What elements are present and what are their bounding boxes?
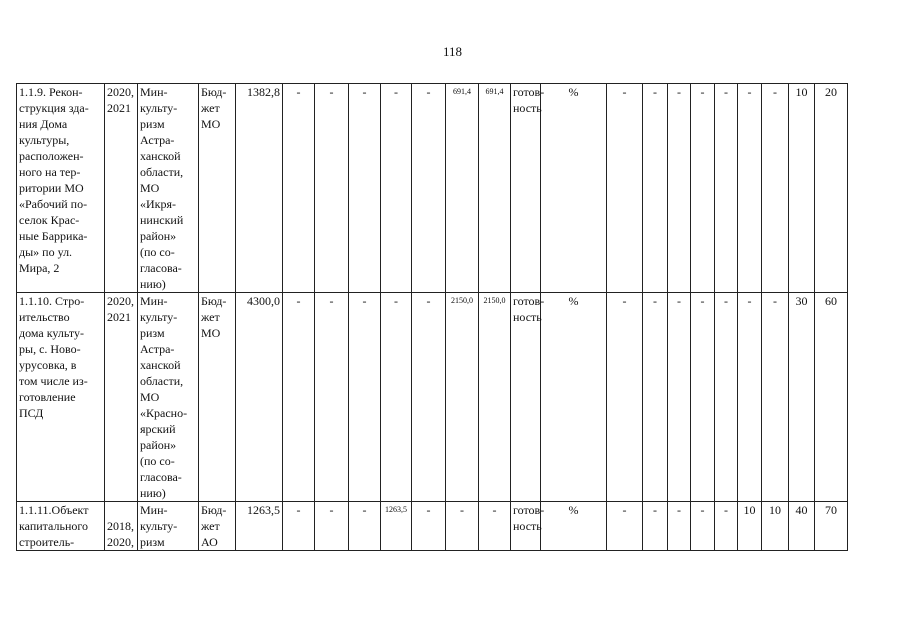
target-value-cell: - (643, 502, 668, 551)
activity-name-cell (17, 84, 105, 293)
activity-name-cell-line: селок Крас- (19, 213, 80, 227)
indicator-cell-line: готов- (513, 294, 545, 308)
table-row (17, 293, 873, 502)
activity-name-cell-line: «Рабочий по- (19, 197, 88, 211)
target-value-cell: - (715, 502, 738, 551)
target-value-cell: 30 (789, 293, 815, 502)
target-value-cell: - (691, 293, 715, 502)
funding-source-cell-line: МО (201, 117, 221, 131)
term-years-cell (105, 293, 138, 502)
year-amount-cell: 1263,5 (381, 502, 412, 551)
year-amount-cell: 691,4 (446, 84, 479, 293)
executor-cell-line: район» (140, 438, 177, 452)
year-amount-cell: 691,4 (479, 84, 511, 293)
activity-name-cell-line: расположен- (19, 149, 84, 163)
target-value-cell: - (668, 293, 691, 502)
indicator-cell (511, 293, 545, 502)
indicator-cell-line: готов- (513, 503, 545, 517)
total-amount-cell: 4300,0 (236, 293, 283, 502)
unit-cell: % (541, 293, 607, 502)
executor-cell-line: МО (140, 390, 160, 404)
target-value-cell: - (643, 84, 668, 293)
target-value-cell: - (762, 84, 789, 293)
table-row (17, 84, 873, 293)
executor-cell-line: ханской (140, 149, 181, 163)
target-value-cell: 70 (815, 502, 848, 551)
executor-cell-line: области, (140, 165, 184, 179)
term-years-cell (105, 84, 138, 293)
activity-name-cell-line: 1.1.11.Объект (19, 503, 89, 517)
funding-source-cell-line: жет (201, 101, 220, 115)
year-amount-cell: - (283, 502, 315, 551)
total-amount-cell: 1382,8 (236, 84, 283, 293)
activity-name-cell-line: ПСД (19, 406, 44, 420)
funding-source-cell-line: жет (201, 310, 220, 324)
indicator-cell (511, 84, 545, 293)
term-years-cell-line: 2020, (107, 85, 134, 99)
executor-cell-line: ярский (140, 422, 176, 436)
indicator-cell-line: ность (513, 101, 542, 115)
activity-name-cell (17, 293, 105, 502)
term-years-cell-line: 2020, (107, 535, 134, 549)
program-table (16, 83, 873, 551)
activity-name-cell-line: урусовка, в (19, 358, 77, 372)
term-years-cell-line: 2018, (107, 519, 134, 533)
executor-cell-line: МО (140, 181, 160, 195)
executor-cell-line: гласова- (140, 261, 182, 275)
executor-cell (138, 293, 199, 502)
year-amount-cell: - (412, 293, 446, 502)
total-amount-cell: 1263,5 (236, 502, 283, 551)
year-amount-cell: 2150,0 (446, 293, 479, 502)
activity-name-cell-line: ды» по ул. (19, 245, 73, 259)
year-amount-cell: - (315, 84, 349, 293)
target-value-cell: - (738, 293, 762, 502)
executor-cell-line: нию) (140, 486, 166, 500)
target-value-cell: - (691, 84, 715, 293)
executor-cell-line: нию) (140, 277, 166, 291)
executor-cell-line: «Икря- (140, 197, 177, 211)
executor-cell-line: нинский (140, 213, 184, 227)
year-amount-cell: - (412, 84, 446, 293)
executor-cell-line: Астра- (140, 342, 175, 356)
year-amount-cell: 2150,0 (479, 293, 511, 502)
funding-source-cell-line: Бюд- (201, 85, 227, 99)
activity-name-cell-line: дома культу- (19, 326, 84, 340)
target-value-cell: - (607, 84, 643, 293)
activity-name-cell-line: 1.1.9. Рекон- (19, 85, 83, 99)
unit-cell: % (541, 502, 607, 551)
term-years-cell-line: 2021 (107, 101, 131, 115)
target-value-cell: 20 (815, 84, 848, 293)
activity-name-cell-line: ритории МО (19, 181, 84, 195)
activity-name-cell-line: струкция зда- (19, 101, 89, 115)
indicator-cell-line: ность (513, 519, 542, 533)
activity-name-cell-line: ительство (19, 310, 70, 324)
term-years-cell-line: 2021 (107, 310, 131, 324)
term-years-cell (105, 502, 138, 551)
target-value-cell: - (643, 293, 668, 502)
executor-cell-line: ханской (140, 358, 181, 372)
funding-source-cell (199, 293, 236, 502)
year-amount-cell: - (381, 84, 412, 293)
executor-cell-line: культу- (140, 310, 178, 324)
table-row (17, 502, 873, 551)
year-amount-cell: - (446, 502, 479, 551)
activity-name-cell-line: том числе из- (19, 374, 88, 388)
executor-cell-line: Мин- (140, 294, 168, 308)
year-amount-cell: - (412, 502, 446, 551)
year-amount-cell: - (381, 293, 412, 502)
executor-cell-line: культу- (140, 101, 178, 115)
target-value-cell: 10 (738, 502, 762, 551)
activity-name-cell-line: 1.1.10. Стро- (19, 294, 85, 308)
executor-cell-line: Мин- (140, 85, 168, 99)
year-amount-cell: - (349, 84, 381, 293)
activity-name-cell-line: готовление (19, 390, 76, 404)
target-value-cell: - (691, 502, 715, 551)
funding-source-cell (199, 84, 236, 293)
executor-cell-line: ризм (140, 117, 165, 131)
executor-cell-line: (по со- (140, 454, 175, 468)
target-value-cell: 60 (815, 293, 848, 502)
funding-source-cell-line: АО (201, 535, 218, 549)
funding-source-cell-line: МО (201, 326, 221, 340)
executor-cell-line: области, (140, 374, 184, 388)
indicator-cell-line: готов- (513, 85, 545, 99)
executor-cell-line: (по со- (140, 245, 175, 259)
executor-cell-line: Мин- (140, 503, 168, 517)
funding-source-cell-line: жет (201, 519, 220, 533)
activity-name-cell-line: ры, с. Ново- (19, 342, 81, 356)
executor-cell-line: ризм (140, 326, 165, 340)
activity-name-cell-line: Мира, 2 (19, 261, 60, 275)
funding-source-cell (199, 502, 236, 551)
executor-cell-line: ризм (140, 535, 165, 549)
target-value-cell: - (668, 502, 691, 551)
activity-name-cell-line: капитального (19, 519, 88, 533)
target-value-cell: - (738, 84, 762, 293)
executor-cell-line: «Красно- (140, 406, 188, 420)
target-value-cell: - (607, 293, 643, 502)
year-amount-cell: - (283, 293, 315, 502)
indicator-cell (511, 502, 545, 551)
target-value-cell: - (607, 502, 643, 551)
funding-source-cell-line: Бюд- (201, 503, 227, 517)
executor-cell (138, 84, 199, 293)
year-amount-cell: - (349, 293, 381, 502)
year-amount-cell: - (315, 293, 349, 502)
year-amount-cell: - (479, 502, 511, 551)
funding-source-cell-line: Бюд- (201, 294, 227, 308)
target-value-cell: - (715, 293, 738, 502)
target-value-cell: 10 (762, 502, 789, 551)
activity-name-cell-line: строитель- (19, 535, 75, 549)
activity-name-cell-line: ного на тер- (19, 165, 81, 179)
target-value-cell: - (762, 293, 789, 502)
year-amount-cell: - (283, 84, 315, 293)
activity-name-cell-line: ния Дома (19, 117, 68, 131)
term-years-cell-line: 2020, (107, 294, 134, 308)
executor-cell-line: Астра- (140, 133, 175, 147)
activity-name-cell (17, 502, 105, 551)
executor-cell-line: культу- (140, 519, 178, 533)
target-value-cell: - (668, 84, 691, 293)
executor-cell-line: район» (140, 229, 177, 243)
term-years-cell-line (107, 502, 135, 518)
target-value-cell: - (715, 84, 738, 293)
indicator-cell-line: ность (513, 310, 542, 324)
target-value-cell: 10 (789, 84, 815, 293)
activity-name-cell-line: ные Баррика- (19, 229, 88, 243)
activity-name-cell-line: культуры, (19, 133, 70, 147)
executor-cell-line: гласова- (140, 470, 182, 484)
executor-cell (138, 502, 199, 551)
unit-cell: % (541, 84, 607, 293)
target-value-cell: 40 (789, 502, 815, 551)
year-amount-cell: - (349, 502, 381, 551)
year-amount-cell: - (315, 502, 349, 551)
page-number: 118 (442, 44, 463, 59)
